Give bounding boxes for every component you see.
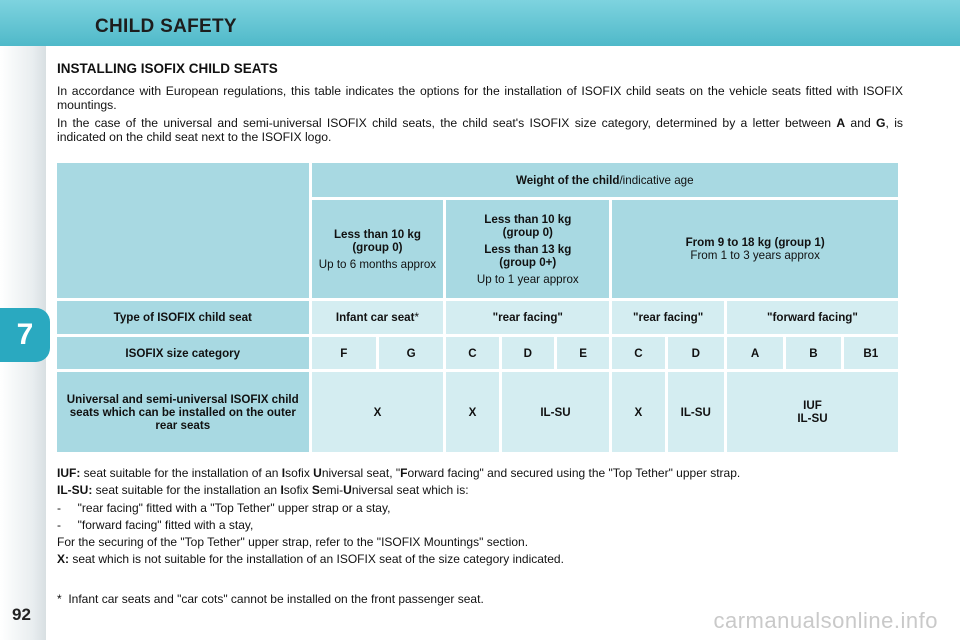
size-cell: C — [446, 337, 498, 369]
weight-header: Weight of the child/indicative age — [312, 163, 898, 197]
section-title: INSTALLING ISOFIX CHILD SEATS — [57, 61, 278, 76]
note-ilsu: IL-SU: seat suitable for the installation an Isofix Semi-Universal seat which is: — [57, 483, 469, 498]
note-bullet-1: - "rear facing" fitted with a "Top Tether" upper strap or a stay, — [57, 500, 391, 515]
universal-cell-forward: IUF IL-SU — [727, 372, 898, 452]
size-cell: B1 — [844, 337, 898, 369]
para2-end: , is indicated on the child seat next to the ISOFIX logo. — [57, 116, 903, 144]
note-securing: For the securing of the "Top Tether" upper strap, refer to the "ISOFIX Mountings" section. — [57, 535, 529, 550]
group-0plus-header: Less than 10 kg (group 0) Less than 13 kg (group 0+) Up to 1 year approx — [446, 200, 609, 298]
universal-cell: IL-SU — [502, 372, 610, 452]
note-bullet-2: - "forward facing" fitted with a stay, — [57, 517, 254, 532]
note-x: X: seat which is not suitable for the installation of an ISOFIX seat of the size category indicated. — [57, 552, 564, 567]
universal-cell: X — [312, 372, 444, 452]
table-corner — [57, 163, 309, 298]
page-number: 92 — [12, 605, 31, 624]
type-rear-facing-2: "rear facing" — [612, 301, 724, 334]
intro-paragraph-1: In accordance with European regulations, this table indicates the options for the installation of ISOFIX child seats on the vehicle seats fitted with ISOFIX mountings. — [57, 84, 903, 112]
type-forward-facing: "forward facing" — [727, 301, 898, 334]
type-infant: Infant car seat* — [312, 301, 444, 334]
chapter-tab: 7 — [0, 308, 50, 362]
universal-label: Universal and semi-universal ISOFIX child seats which can be installed on the outer rear seats — [57, 372, 309, 452]
size-cell: D — [668, 337, 724, 369]
size-cell: D — [502, 337, 554, 369]
watermark: carmanualsonline.info — [713, 608, 938, 633]
letter-a: A — [836, 116, 846, 130]
legend-notes — [57, 465, 907, 569]
header-bar — [0, 0, 960, 46]
universal-cell: IL-SU — [668, 372, 724, 452]
universal-cell: X — [612, 372, 664, 452]
size-label: ISOFIX size category — [57, 337, 309, 369]
intro-section — [57, 61, 903, 148]
footnote: * Infant car seats and "car cots" cannot be installed on the front passenger seat. — [57, 592, 484, 606]
group-0-header: Less than 10 kg (group 0) Up to 6 months approx — [312, 200, 444, 298]
isofix-table — [54, 160, 901, 455]
size-cell: C — [612, 337, 664, 369]
size-cell: B — [786, 337, 840, 369]
size-cell: F — [312, 337, 376, 369]
page-title: CHILD SAFETY — [95, 16, 237, 37]
size-cell: A — [727, 337, 783, 369]
size-cell: G — [379, 337, 443, 369]
intro-paragraph-2 — [57, 116, 903, 144]
size-cell: E — [557, 337, 609, 369]
universal-cell: X — [446, 372, 498, 452]
type-rear-facing-1: "rear facing" — [446, 301, 609, 334]
para2-text: In the case of the universal and semi-universal ISOFIX child seats, the child seat's ISOFIX size category, determined by a letter between — [57, 116, 837, 130]
note-iuf: IUF: seat suitable for the installation of an Isofix Universal seat, "Forward facing" and secured using the "Top Tether" upper strap. — [57, 466, 741, 480]
letter-g: G — [876, 116, 886, 130]
para2-and: and — [845, 116, 877, 130]
group-1-header: From 9 to 18 kg (group 1) From 1 to 3 years approx — [612, 200, 898, 298]
type-label: Type of ISOFIX child seat — [57, 301, 309, 334]
